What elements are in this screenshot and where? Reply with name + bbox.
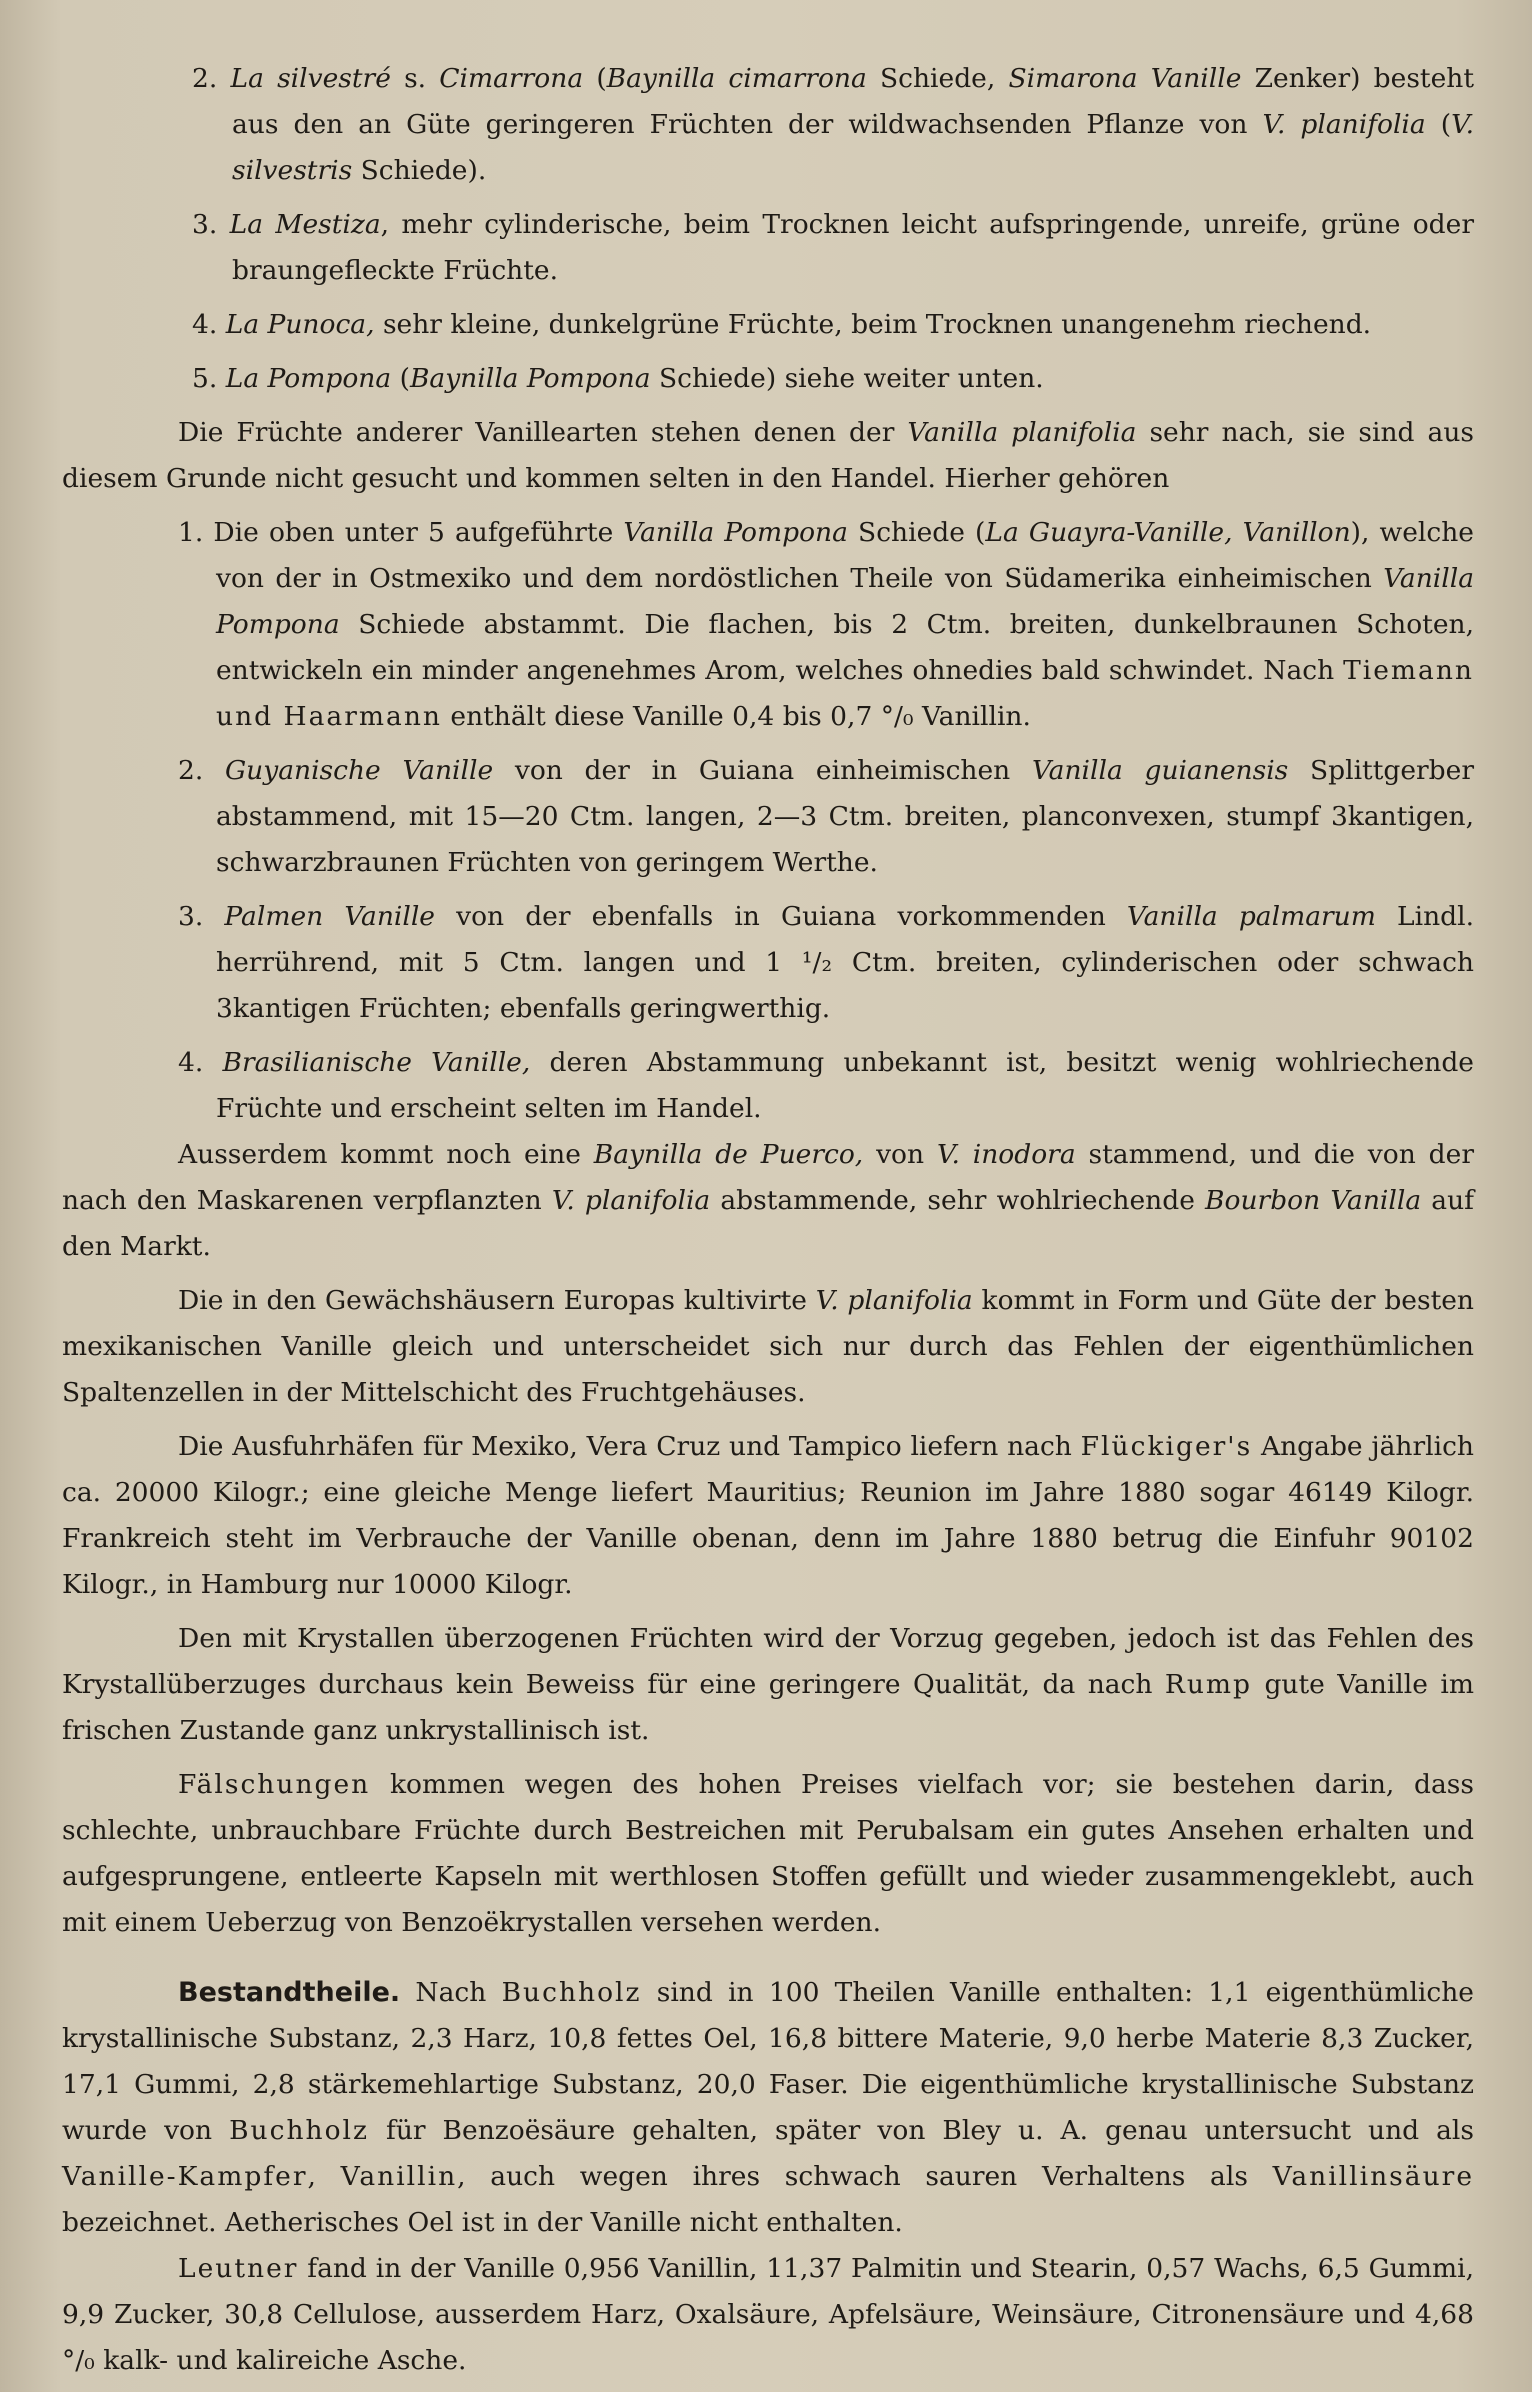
text-run: enthält diese Vanille 0,4 bis 0,7 °/₀ Vanillin. xyxy=(441,701,1031,732)
text-run: Lindl. herrührend, mit 5 Ctm. langen und 1 ¹/₂ Ctm. breiten, cylinderischen oder schwach 3kantigen Früchten; ebenfalls geringwerthig. xyxy=(216,901,1474,1024)
text-run: von der in Guiana einheimischen xyxy=(493,755,1032,786)
paragraph xyxy=(62,1424,1474,1608)
text-run: 2. xyxy=(192,63,231,94)
text-run: 3. xyxy=(192,209,230,240)
text-run: 3. xyxy=(178,901,225,932)
list-item xyxy=(62,1040,1474,1132)
text-run: 4. xyxy=(178,1047,223,1078)
paragraph xyxy=(62,1970,1474,2246)
italic-term: Simarona Vanille xyxy=(1008,63,1242,94)
text-run: Schiede abstammt. Die flachen, bis 2 Ctm. breiten, dunkelbraunen Schoten, entwickeln ein minder angenehmes Arom, welches ohnedies bald schwindet. Nach xyxy=(216,609,1474,686)
spaced-name: Vanillin xyxy=(340,2161,458,2192)
text-run: sind in 100 Theilen Vanille enthalten: 1,1 eigenthümliche krystallinische Substanz, 2,3 Harz, 10,8 fettes Oel, 16,8 bittere Materie, 9,0 herbe Materie 8,3 Zucker, 17,1 Gummi, 2,8 stärkemehlartige Substanz, 20,0 Faser. Die eigenthümliche krystallinische Substanz wurde von xyxy=(62,1977,1474,2146)
italic-term: V. planifolia xyxy=(551,1185,711,1216)
italic-term: Vanilla planifolia xyxy=(907,417,1137,448)
spaced-name: Buchholz xyxy=(229,2115,369,2146)
text-run: sehr kleine, dunkelgrüne Früchte, beim Trocknen unangenehm riechend. xyxy=(374,309,1372,340)
text-run: kommt in Form und Güte der besten mexikanischen Vanille gleich und unterscheidet sich nur durch das Fehlen der eigenthümlichen Spaltenzellen in der Mittelschicht des Fruchtgehäuses. xyxy=(62,1285,1474,1408)
text-run: Die Früchte anderer Vanillearten stehen denen der xyxy=(178,417,908,448)
text-run: gute Vanille im frischen Zustande ganz unkrystallinisch ist. xyxy=(62,1669,1474,1746)
text-run: ( xyxy=(1425,109,1452,140)
list-item xyxy=(62,56,1474,194)
text-run: stammend, und die von der nach den Maskarenen verpflanzten xyxy=(62,1139,1474,1216)
paragraph xyxy=(62,1278,1474,1416)
italic-term: La Punoca, xyxy=(225,309,375,340)
text-run: abstammende, sehr wohlriechende xyxy=(710,1185,1206,1216)
list-item xyxy=(62,202,1474,294)
italic-term: Vanilla Pompona xyxy=(216,563,1474,640)
list-item xyxy=(62,356,1474,402)
italic-term: Bourbon Vanilla xyxy=(1205,1185,1422,1216)
text-run: für Benzoësäure gehalten, später von Bley u. A. genau untersucht und als xyxy=(369,2115,1474,2146)
text-run: 5. xyxy=(192,363,226,394)
text-run: Schiede). xyxy=(352,155,487,186)
paragraph xyxy=(62,1132,1474,1270)
spaced-name: Buchholz xyxy=(501,1977,642,2008)
list-item xyxy=(62,894,1474,1032)
text-run: von xyxy=(863,1139,937,1170)
text-run: fand in der Vanille 0,956 Vanillin, 11,37 Palmitin und Stearin, 0,57 Wachs, 6,5 Gummi, 9,9 Zucker, 30,8 Cellulose, ausserdem Harz, Oxalsäure, Apfelsäure, Weinsäure, Citronensäure und 4,68 °/₀ kalk- und kalireiche Asche. xyxy=(62,2253,1474,2376)
text-run: Schiede) siehe weiter unten. xyxy=(650,363,1044,394)
spaced-name: Flückiger's xyxy=(1080,1431,1253,1462)
text-run: kommen wegen des hohen Preises vielfach vor; sie bestehen darin, dass schlechte, unbrauchbare Früchte durch Bestreichen mit Perubalsam ein gutes Ansehen erhalten und aufgesprungene, entleerte Kapseln mit werthlosen Stoffen gefüllt und wieder zusammengeklebt, auch mit einem Ueberzug von Benzoëkrystallen versehen werden. xyxy=(62,1769,1474,1938)
spaced-name: Vanille-Kampfer xyxy=(62,2161,308,2192)
italic-term: Baynilla Pompona xyxy=(409,363,651,394)
text-run: bezeichnet. Aetherisches Oel ist in der Vanille nicht enthalten. xyxy=(62,2207,903,2238)
paragraph xyxy=(62,410,1474,502)
text-run: , xyxy=(307,2161,341,2192)
text-run: von der ebenfalls in Guiana vorkommenden xyxy=(435,901,1127,932)
section-heading: Bestandtheile. xyxy=(178,1977,401,2008)
italic-term: La Mestiza xyxy=(229,209,381,240)
text-run: ( xyxy=(391,363,410,394)
spaced-name: Fälschungen xyxy=(178,1769,371,1800)
text-run: Angabe jährlich ca. 20000 Kilogr.; eine gleiche Menge liefert Mauritius; Reunion im Jahre 1880 sogar 46149 Kilogr. Frankreich steht im Verbrauche der Vanille obenan, denn im Jahre 1880 betrug die Einfuhr 90102 Kilogr., in Hamburg nur 10000 Kilogr. xyxy=(62,1431,1474,1600)
spaced-name: Vanillinsäure xyxy=(1272,2161,1474,2192)
italic-term: Vanilla Pompona xyxy=(623,517,848,548)
text-run: s. xyxy=(390,63,440,94)
text-run: sehr nach, sie sind aus diesem Grunde nicht gesucht und kommen selten in den Handel. Hierher gehören xyxy=(62,417,1474,494)
text-run: ), welche von der in Ostmexiko und dem nordöstlichen Theile von Südamerika einheimischen xyxy=(216,517,1474,594)
text-run: Schiede ( xyxy=(847,517,986,548)
text-run: 4. xyxy=(192,309,226,340)
italic-term: Baynilla cimarrona xyxy=(606,63,867,94)
text-run: , mehr cylinderische, beim Trocknen leicht aufspringende, unreife, grüne oder braungefleckte Früchte. xyxy=(232,209,1474,286)
italic-term: La Pompona xyxy=(225,363,392,394)
text-run: Ausserdem kommt noch eine xyxy=(178,1139,594,1170)
text-run: ( xyxy=(583,63,607,94)
text-run: , auch wegen ihres schwach sauren Verhaltens als xyxy=(457,2161,1273,2192)
text-run: Splittgerber abstammend, mit 15—20 Ctm. langen, 2—3 Ctm. breiten, planconvexen, stumpf 3kantigen, schwarzbraunen Früchten von geringem Werthe. xyxy=(216,755,1474,878)
italic-term: Palmen Vanille xyxy=(224,901,435,932)
text-run: Die in den Gewächshäusern Europas kultivirte xyxy=(178,1285,816,1316)
text-run: Die Ausfuhrhäfen für Mexiko, Vera Cruz und Tampico liefern nach xyxy=(178,1431,1081,1462)
text-run: Zenker) besteht aus den an Güte geringeren Früchten der wildwachsenden Pflanze von xyxy=(232,63,1474,140)
text-run: Schiede, xyxy=(866,63,1009,94)
italic-term: Vanilla guianensis xyxy=(1031,755,1289,786)
spaced-name: Leutner xyxy=(178,2253,299,2284)
text-run: auf den Markt. xyxy=(62,1185,1474,1262)
italic-term: Vanilla palmarum xyxy=(1126,901,1376,932)
list-item xyxy=(62,748,1474,886)
italic-term: Guyanische Vanille xyxy=(225,755,494,786)
italic-term: V. planifolia xyxy=(815,1285,973,1316)
list-item xyxy=(62,302,1474,348)
italic-term: Baynilla de Puerco, xyxy=(593,1139,864,1170)
paragraph xyxy=(62,1616,1474,1754)
italic-term: La silvestré xyxy=(230,63,391,94)
italic-term: La Guayra-Vanille, Vanillon xyxy=(985,517,1351,548)
text-run: 2. xyxy=(178,755,225,786)
page-text xyxy=(62,56,1474,2384)
spaced-name: Tiemann und Haarmann xyxy=(216,655,1474,732)
list-item xyxy=(62,510,1474,740)
italic-term: V. planifolia xyxy=(1262,109,1426,140)
spaced-name: Rump xyxy=(1164,1669,1253,1700)
paragraph xyxy=(62,1762,1474,1946)
italic-term: Brasilianische Vanille, xyxy=(222,1047,531,1078)
paragraph xyxy=(62,2246,1474,2384)
italic-term: Cimarrona xyxy=(439,63,584,94)
text-run: deren Abstammung unbekannt ist, besitzt wenig wohlriechende Früchte und erscheint selten im Handel. xyxy=(216,1047,1474,1124)
text-run: 1. Die oben unter 5 aufgeführte xyxy=(178,517,624,548)
italic-term: V. inodora xyxy=(936,1139,1076,1170)
italic-term: V. silvestris xyxy=(232,109,1474,186)
text-run: Nach xyxy=(400,1977,502,2008)
text-run: Den mit Krystallen überzogenen Früchten wird der Vorzug gegeben, jedoch ist das Fehlen des Krystallüberzuges durchaus kein Beweiss für eine geringere Qualität, da nach xyxy=(62,1623,1474,1700)
